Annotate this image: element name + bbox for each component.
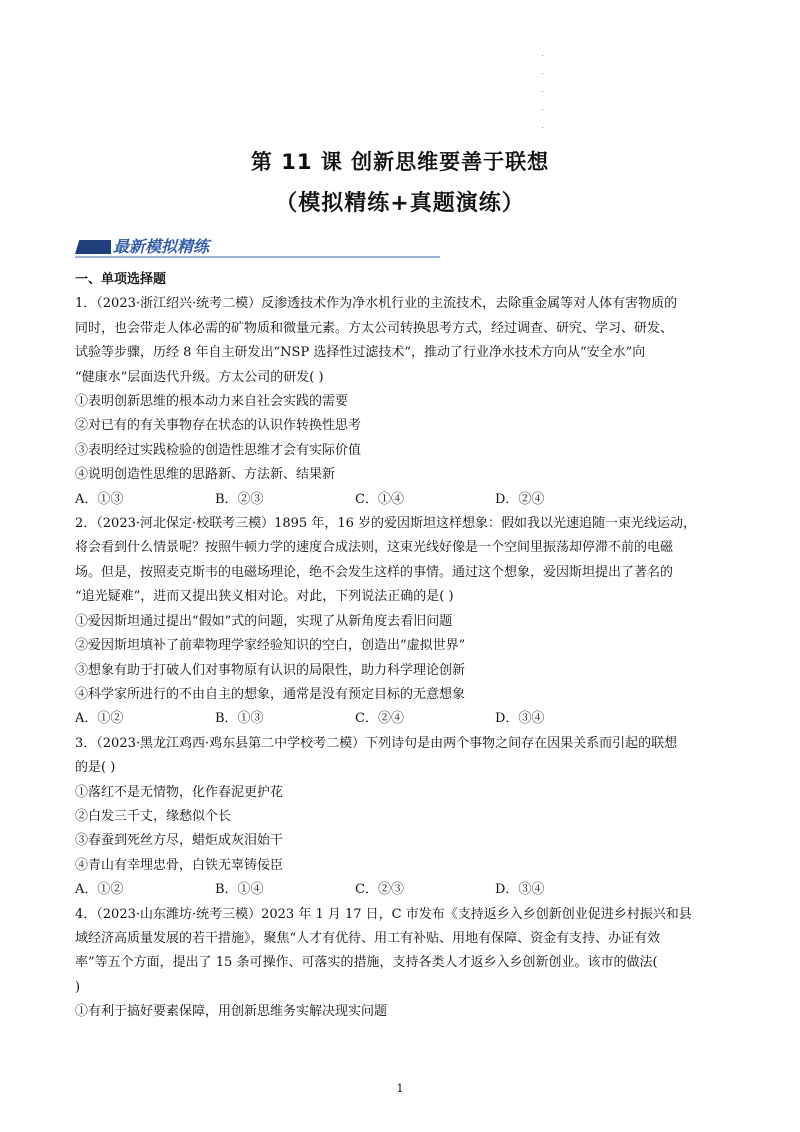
question-stem-line: 1．（2023·浙江绍兴·统考二模）反渗透技术作为净水机行业的主流技术，去除重金属等对人体有害物质的 <box>75 296 678 312</box>
margin-dots <box>542 55 548 145</box>
section-label: 最新模拟精练 <box>113 237 210 256</box>
question-stem-line: “追光疑难”，进而又提出狭义相对论。对此，下列说法正确的是( ) <box>75 589 454 605</box>
answer-options <box>75 488 725 512</box>
option-d: D．②④ <box>495 491 545 507</box>
statement-item: ④青山有幸埋忠骨，白铁无辜铸佞臣 <box>75 857 284 873</box>
question-2 <box>75 512 725 732</box>
question-stem-line: 3．（2023·黑龙江鸡西·鸡东县第二中学校考二模）下列诗句是由两个事物之间存在因果关系而引起的联想 <box>75 735 678 751</box>
option-c: C．①④ <box>355 491 404 507</box>
section-underline <box>75 256 440 258</box>
option-c: C．②④ <box>355 711 404 727</box>
question-stem-line: 域经济高质量发展的若干措施》，聚焦“人才有优待、用工有补贴、用地有保障、资金有支持、办证有效 <box>75 930 661 946</box>
option-b: B．①③ <box>215 711 264 727</box>
question-stem-line: 4．（2023·山东潍坊·统考三模）2023 年 1 月 17 日，C 市发布《支持返乡入乡创新创业促进乡村振兴和县 <box>75 906 692 922</box>
question-stem-line: 的是( ) <box>75 760 116 776</box>
lesson-subtitle: （模拟精练+真题演练） <box>275 191 525 216</box>
statement-item: ④说明创造性思维的思路新、方法新、结果新 <box>75 467 336 483</box>
question-content <box>75 268 725 1025</box>
question-3 <box>75 732 725 903</box>
answer-options <box>75 707 725 731</box>
statement-item: ②对已有的有关事物存在状态的认识作转换性思考 <box>75 418 362 434</box>
option-a: A．①② <box>75 882 124 898</box>
statement-item: ③想象有助于打破人们对事物原有认识的局限性，助力科学理论创新 <box>75 662 466 678</box>
statement-item: ①有利于搞好要素保障，用创新思维务实解决现实问题 <box>75 1004 388 1020</box>
option-d: D．③④ <box>495 882 545 898</box>
option-a: A．①③ <box>75 491 124 507</box>
section-header <box>75 234 440 260</box>
option-a: A．①② <box>75 711 124 727</box>
option-b: B．①④ <box>215 882 264 898</box>
question-stem-line: “健康水”层面迭代升级。方太公司的研发( ) <box>75 369 324 385</box>
option-d: D．③④ <box>495 711 545 727</box>
statement-item: ②爱因斯坦填补了前辈物理学家经验知识的空白，创造出“虚拟世界” <box>75 638 466 654</box>
section-bar-icon <box>75 240 111 254</box>
question-stem-line: 将会看到什么情景呢？按照牛顿力学的速度合成法则，这束光线好像是一个空间里振荡却停滞不前的电磁 <box>75 540 674 556</box>
question-stem-line: 同时，也会带走人体必需的矿物质和微量元素。方太公司转换思考方式，经过调查、研究、学习、研发、 <box>75 320 674 336</box>
answer-options <box>75 878 725 902</box>
statement-item: ②白发三千丈，缘愁似个长 <box>75 808 232 824</box>
statement-item: ④科学家所进行的不由自主的想象，通常是没有预定目标的无意想象 <box>75 686 466 702</box>
option-b: B．②③ <box>215 491 264 507</box>
statement-item: ①落红不是无情物，化作春泥更护花 <box>75 784 284 800</box>
question-stem-line: 2．（2023·河北保定·校联考三模）1895 年，16 岁的爱因斯坦这样想象：假如我以光速追随一束光线运动， <box>75 516 697 532</box>
question-1 <box>75 292 725 512</box>
lesson-title: 第 11 课 创新思维要善于联想 <box>250 150 550 174</box>
question-stem-line: 率”等五个方面，提出了 15 条可操作、可落实的措施，支持各类人才返乡入乡创新创业。该市的做法( <box>75 955 658 971</box>
question-stem-line: ) <box>75 979 81 995</box>
part-heading: 一、单项选择题 <box>75 272 167 287</box>
question-4 <box>75 903 725 1025</box>
statement-item: ③春蚕到死丝方尽，蜡炬成灰泪始干 <box>75 833 284 849</box>
statement-item: ③表明经过实践检验的创造性思维才会有实际价值 <box>75 442 362 458</box>
option-c: C．②③ <box>355 882 404 898</box>
question-stem-line: 场。但是，按照麦克斯韦的电磁场理论，绝不会发生这样的事情。通过这个想象，爱因斯坦提出了著名的 <box>75 564 674 580</box>
page-number: 1 <box>396 1082 404 1095</box>
question-stem-line: 试验等步骤，历经 8 年自主研发出“NSP 选择性过滤技术”，推动了行业净水技术方向从“安全水”向 <box>75 345 646 361</box>
statement-item: ①爱因斯坦通过提出“假如”式的问题，实现了从新角度去看旧问题 <box>75 613 453 629</box>
statement-item: ①表明创新思维的根本动力来自社会实践的需要 <box>75 394 349 410</box>
